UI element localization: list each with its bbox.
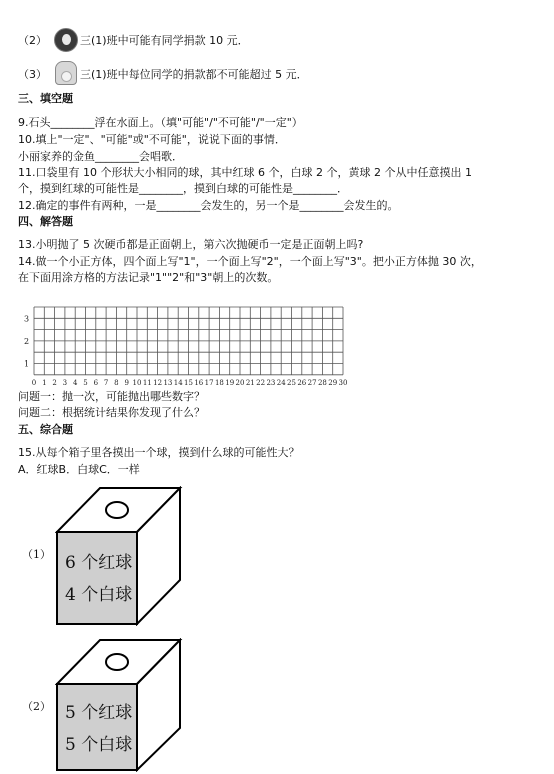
- section4-title: 四、解答题: [18, 215, 73, 228]
- tally-grid: [20, 303, 350, 385]
- box2-front-face: [57, 684, 137, 770]
- question-14-line2: 在下面用涂方格的方法记录"1""2"和"3"朝上的次数。: [18, 271, 279, 284]
- question-10-line1: 10.填上"一定"、"可能"或"不可能"，说说下面的事情．: [18, 133, 286, 146]
- grid-x-label: 24: [276, 378, 286, 385]
- grid-x-label: 23: [266, 378, 276, 385]
- grid-x-label: 29: [328, 378, 338, 385]
- grid-x-label: 21: [245, 378, 255, 385]
- question-15-options: A．红球B．白球C．一样: [18, 463, 140, 476]
- ball-box-1: [55, 486, 185, 626]
- grid-x-label: 13: [163, 378, 173, 385]
- grid-x-label: 25: [287, 378, 296, 385]
- question-11-line2: 个，摸到红球的可能性是________，摸到白球的可能性是________．: [18, 182, 348, 195]
- box1-front-face: [57, 532, 137, 624]
- item2-number: （2）: [18, 34, 47, 47]
- grid-x-label: 11: [142, 378, 152, 385]
- grid-x-label: 0: [31, 378, 37, 385]
- grid-x-label: 6: [93, 378, 99, 385]
- grid-x-label: 30: [338, 378, 348, 385]
- grid-x-label: 10: [132, 378, 142, 385]
- box2-label-line1: 5 个红球: [65, 703, 133, 723]
- question-12: 12.确定的事件有两种，一是________会发生的，另一个是________会发生的。: [18, 199, 399, 212]
- grid-x-label: 3: [62, 378, 68, 385]
- ball-box-2: [55, 638, 185, 772]
- item3-number: （3）: [18, 68, 47, 81]
- sub-question-1: 问题一：抛一次，可能抛出哪些数字？: [18, 390, 205, 403]
- item2-text: 三(1)班中可能有同学捐款 10 元．: [80, 34, 249, 47]
- grid-x-label: 17: [204, 378, 214, 385]
- box2-hole: [106, 654, 128, 670]
- grid-x-label: 26: [297, 378, 307, 385]
- grid-x-label: 4: [72, 378, 78, 385]
- student-avatar-icon: [54, 28, 78, 52]
- section3-title: 三、填空题: [18, 92, 73, 105]
- grid-x-label: 12: [153, 378, 163, 385]
- grid-y-label: 3: [24, 314, 30, 324]
- box1-hole: [106, 502, 128, 518]
- grid-x-label: 19: [225, 378, 235, 385]
- sub-question-2: 问题二：根据统计结果你发现了什么？: [18, 406, 205, 419]
- grid-x-label: 1: [42, 378, 47, 385]
- section5-title: 五、综合题: [18, 423, 73, 436]
- box2-number: （2）: [22, 700, 51, 713]
- grid-x-label: 8: [114, 378, 119, 385]
- box1-label-line2: 4 个白球: [65, 585, 133, 605]
- grid-y-label: 1: [24, 359, 30, 369]
- grid-x-label: 27: [307, 378, 317, 385]
- question-14-line1: 14.做一个小正方体，四个面上写"1"，一个面上写"2"，一个面上写"3"。把小正方体抛 30 次，: [18, 255, 482, 268]
- grid-x-label: 22: [256, 378, 266, 385]
- grid-x-label: 9: [124, 378, 129, 385]
- box2-label-line2: 5 个白球: [65, 735, 133, 755]
- grid-x-label: 7: [103, 378, 109, 385]
- grid-x-label: 2: [52, 378, 57, 385]
- question-15: 15.从每个箱子里各摸出一个球，摸到什么球的可能性大？: [18, 446, 300, 459]
- student-hat-icon: [55, 61, 77, 85]
- grid-x-label: 18: [214, 378, 224, 385]
- grid-x-label: 16: [194, 378, 204, 385]
- box1-number: （1）: [22, 548, 51, 561]
- grid-x-label: 14: [173, 378, 183, 385]
- question-13: 13.小明抛了 5 次硬币都是正面朝上，第六次抛硬币一定是正面朝上吗?: [18, 238, 364, 251]
- grid-x-label: 28: [317, 378, 327, 385]
- question-9: 9.石头________浮在水面上。（填"可能"/"不可能"/"一定"）: [18, 116, 303, 129]
- item3-text: 三(1)班中每位同学的捐款都不可能超过 5 元．: [80, 68, 308, 81]
- tally-grid-svg: [20, 303, 350, 385]
- question-11-line1: 11.口袋里有 10 个形状大小相同的球，其中红球 6 个，白球 2 个，黄球 2 个从中任意摸出 1: [18, 166, 472, 179]
- box1-label-line1: 6 个红球: [65, 553, 133, 573]
- grid-x-label: 20: [235, 378, 245, 385]
- grid-x-label: 5: [83, 378, 88, 385]
- grid-y-label: 2: [24, 336, 30, 346]
- question-10-line2: 小丽家养的金鱼________会唱歌．: [18, 150, 183, 163]
- grid-x-label: 15: [184, 378, 193, 385]
